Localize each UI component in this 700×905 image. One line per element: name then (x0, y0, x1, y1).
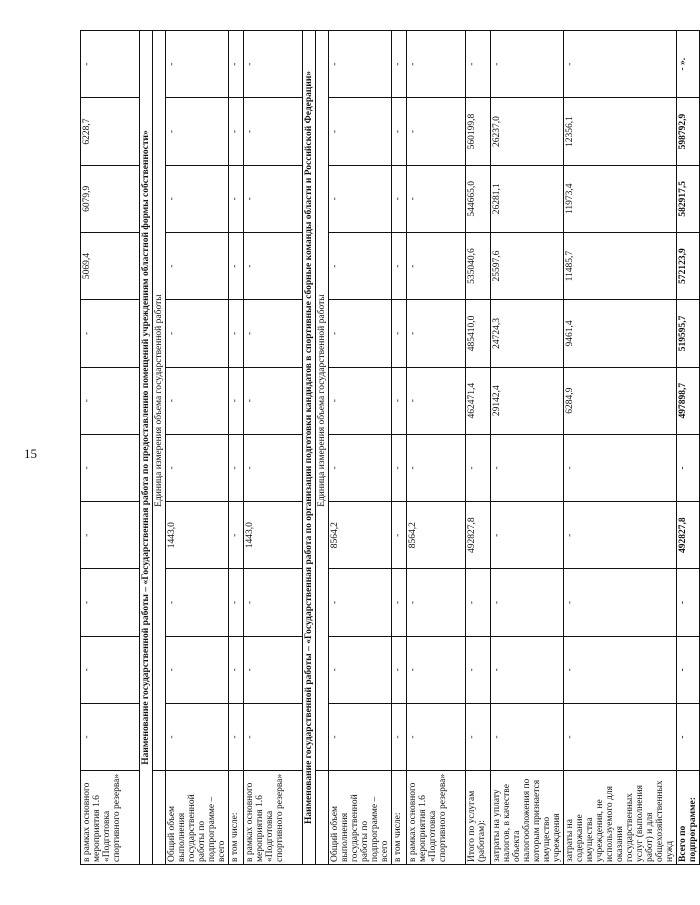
row-label: в рамках основного мероприятия 1.6 «Подготовка спортивного резерва» (407, 771, 466, 865)
table-cell: - (392, 232, 407, 299)
table-cell: - (244, 232, 303, 299)
table-cell: - (229, 703, 244, 770)
table-cell: - (166, 165, 229, 232)
unit-row (153, 31, 166, 865)
table-row (466, 31, 491, 865)
table-cell: - (491, 703, 564, 770)
table-row (407, 31, 466, 865)
table-cell: 519595,7 (677, 300, 700, 367)
table-cell: - (81, 636, 140, 703)
table-cell: - (166, 300, 229, 367)
table-cell: - (166, 703, 229, 770)
table-cell: - (466, 703, 491, 770)
table-cell: - (244, 434, 303, 501)
table-cell: - (329, 569, 392, 636)
table-cell: - (407, 31, 466, 98)
table-cell: - (81, 502, 140, 569)
rotated-table-block (80, 30, 698, 865)
table-cell: - (564, 502, 677, 569)
unit-row (316, 31, 329, 865)
table-cell: 497898,7 (677, 367, 700, 434)
table-cell: - (244, 98, 303, 165)
table-cell: - (564, 636, 677, 703)
table-cell: - (229, 300, 244, 367)
table-cell: 29142,4 (491, 367, 564, 434)
section-heading: Наименование государственной работы – «Государственная работа по организации подготовки кандидатов в спортивные сборные команды области и Российской Федерации» (303, 31, 316, 865)
table-cell: - (244, 367, 303, 434)
row-label: Всего по подпрограмме: (677, 771, 700, 865)
table-cell: 6228,7 (81, 98, 140, 165)
table-cell: - (166, 98, 229, 165)
table-cell: - (229, 367, 244, 434)
table-cell: 24724,3 (491, 300, 564, 367)
table-cell: 535040,6 (466, 232, 491, 299)
table-cell: - (392, 703, 407, 770)
table-cell: - (81, 703, 140, 770)
table-cell: - (329, 98, 392, 165)
table-cell: - (407, 703, 466, 770)
table-cell: - (229, 165, 244, 232)
table-cell: - (407, 232, 466, 299)
table-cell: 8564,2 (407, 502, 466, 569)
table-cell: - (244, 31, 303, 98)
table-cell: 5069,4 (81, 232, 140, 299)
table-cell: - (229, 31, 244, 98)
table-cell: 485410,0 (466, 300, 491, 367)
table-cell: - (677, 569, 700, 636)
table-cell: 26237,0 (491, 98, 564, 165)
table-cell: - ». (677, 31, 700, 98)
table-cell: - (466, 31, 491, 98)
table-cell: - (407, 367, 466, 434)
table-cell: - (407, 636, 466, 703)
table-cell: 572123,9 (677, 232, 700, 299)
table-cell: - (392, 636, 407, 703)
table-cell: - (392, 98, 407, 165)
row-label: в рамках основного мероприятия 1.6 «Подготовка спортивного резерва» (81, 771, 140, 865)
table-cell: - (244, 636, 303, 703)
row-label: затраты на уплату налогов, в качестве объекта налогообложения по которым признается имущество учреждения (491, 771, 564, 865)
table-cell: - (244, 300, 303, 367)
table-cell: - (81, 569, 140, 636)
table-cell: - (229, 569, 244, 636)
table-cell: 544665,0 (466, 165, 491, 232)
table-cell: - (244, 703, 303, 770)
table-cell: 462471,4 (466, 367, 491, 434)
section-row (140, 31, 153, 865)
table-row (229, 31, 244, 865)
table-cell: - (329, 636, 392, 703)
table-cell: 598792,9 (677, 98, 700, 165)
table-cell: 9461,4 (564, 300, 677, 367)
budget-table (80, 30, 700, 865)
table-cell: - (81, 434, 140, 501)
table-cell: - (229, 636, 244, 703)
table-cell: 12356,1 (564, 98, 677, 165)
row-label: Итого по услугам (работам): (466, 771, 491, 865)
table-cell: - (564, 703, 677, 770)
table-cell: - (392, 569, 407, 636)
table-row (329, 31, 392, 865)
table-cell: - (229, 434, 244, 501)
table-cell: 8564,2 (329, 502, 392, 569)
table-row (564, 31, 677, 865)
table-cell: 11485,7 (564, 232, 677, 299)
table-cell: - (407, 165, 466, 232)
table-cell: - (166, 434, 229, 501)
table-cell: - (81, 300, 140, 367)
table-cell: - (466, 636, 491, 703)
row-label: Общий объем выполнения государственной работы по подпрограмме – всего (329, 771, 392, 865)
table-cell: - (407, 434, 466, 501)
table-cell: - (166, 367, 229, 434)
table-cell: - (229, 232, 244, 299)
table-cell: 1443,0 (244, 502, 303, 569)
table-cell: 492827,8 (466, 502, 491, 569)
row-label: в том числе: (392, 771, 407, 865)
table-cell: - (166, 31, 229, 98)
unit-heading: Единица измерения объема государственной работы (316, 31, 329, 771)
table-cell: - (491, 434, 564, 501)
row-label: Общий объем выполнения государственной работы по подпрограмме – всего (166, 771, 229, 865)
table-cell: - (407, 98, 466, 165)
table-cell: - (329, 31, 392, 98)
table-cell: - (491, 502, 564, 569)
table-cell: 492827,8 (677, 502, 700, 569)
table-cell: - (329, 300, 392, 367)
table-cell: - (466, 569, 491, 636)
table-cell: - (329, 703, 392, 770)
table-row (81, 31, 140, 865)
table-cell: 1443,0 (166, 502, 229, 569)
table-cell: - (677, 703, 700, 770)
section-heading: Наименование государственной работы – «Государственная работа по предоставлению помещений учреждениям областной формы собственности» (140, 31, 153, 865)
table-cell: - (491, 636, 564, 703)
table-cell: - (229, 98, 244, 165)
table-row (677, 31, 700, 865)
section-row (303, 31, 316, 865)
table-cell: - (329, 165, 392, 232)
table-cell: - (407, 300, 466, 367)
table-cell: - (392, 367, 407, 434)
table-row (166, 31, 229, 865)
table-cell: 6284,9 (564, 367, 677, 434)
table-cell: - (392, 165, 407, 232)
table-cell: - (392, 434, 407, 501)
unit-row-blank (316, 771, 329, 865)
table-cell: - (466, 434, 491, 501)
row-label: в том числе: (229, 771, 244, 865)
table-cell: - (329, 367, 392, 434)
table-cell: - (244, 165, 303, 232)
table-cell: - (491, 31, 564, 98)
table-cell: - (81, 367, 140, 434)
table-cell: - (677, 636, 700, 703)
unit-row-blank (153, 771, 166, 865)
table-cell: - (392, 502, 407, 569)
table-cell: - (564, 434, 677, 501)
table-cell: - (329, 232, 392, 299)
table-cell: - (329, 434, 392, 501)
table-row (244, 31, 303, 865)
table-cell: - (392, 31, 407, 98)
table-cell: 26281,1 (491, 165, 564, 232)
table-cell: 11973,4 (564, 165, 677, 232)
table-cell: - (81, 31, 140, 98)
table-cell: 6079,9 (81, 165, 140, 232)
table-cell: 582917,5 (677, 165, 700, 232)
table-cell: 560199,8 (466, 98, 491, 165)
table-cell: - (491, 569, 564, 636)
table-cell: - (229, 502, 244, 569)
table-row (392, 31, 407, 865)
row-label: затраты на содержание имущества учреждения, не используемого для оказания государственных услуг (выполнения работ) и для общехозяйственных нужд (564, 771, 677, 865)
unit-heading: Единица измерения объема государственной работы (153, 31, 166, 771)
table-cell: - (564, 569, 677, 636)
table-cell: 25597,6 (491, 232, 564, 299)
table-cell: - (392, 300, 407, 367)
table-cell: - (166, 636, 229, 703)
table-cell: - (677, 434, 700, 501)
table-cell: - (407, 569, 466, 636)
row-label: в рамках основного мероприятия 1.6 «Подготовка спортивного резерва» (244, 771, 303, 865)
page-number: 15 (24, 446, 37, 461)
table-cell: - (244, 569, 303, 636)
table-cell: - (166, 569, 229, 636)
table-cell: - (564, 31, 677, 98)
table-cell: - (166, 232, 229, 299)
table-row (491, 31, 564, 865)
